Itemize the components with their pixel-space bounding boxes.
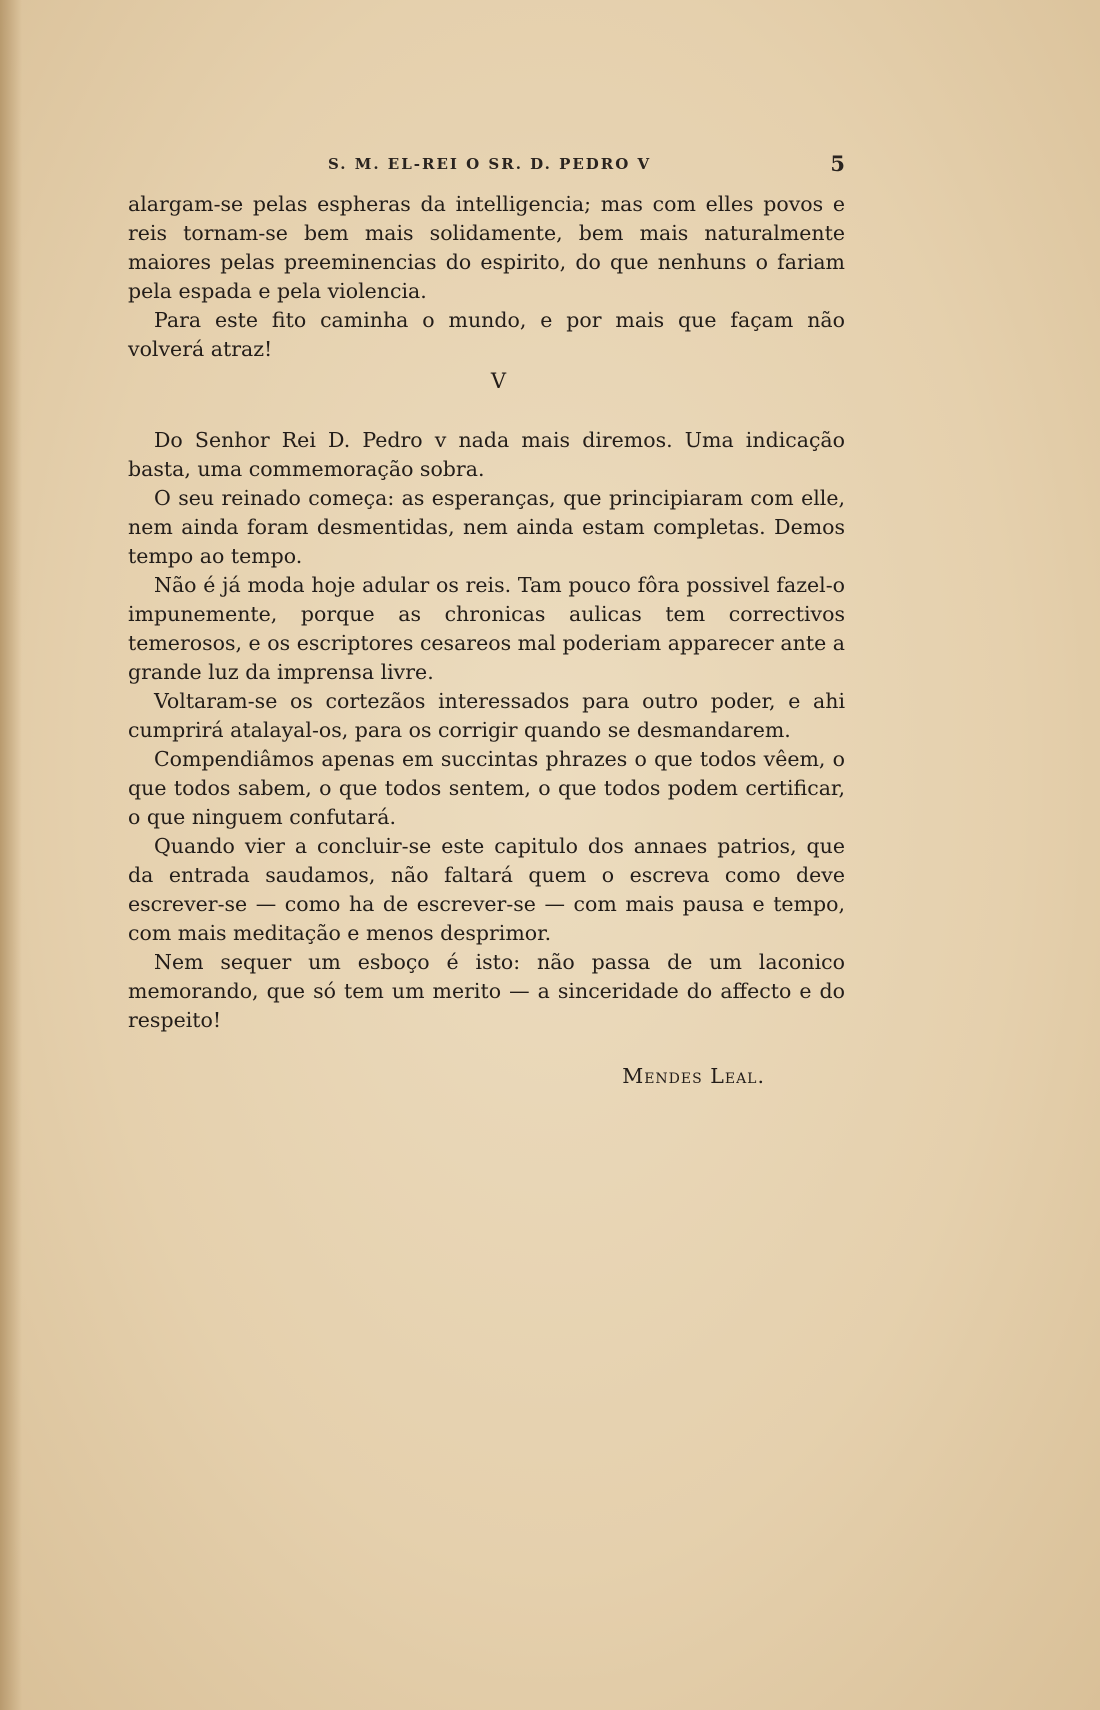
paragraph: alargam-se pelas espheras da intelligencia; mas com elles povos e reis tornam-se bem mais solidamente, bem mais naturalmente maiores pelas preeminencias do espirito, do que nenhuns o fariam pela espada e pela violencia. — [128, 192, 845, 303]
paragraph: O seu reinado começa: as esperanças, que principiaram com elle, nem ainda foram desmentidas, nem ainda estam completas. Demos tempo ao tempo. — [128, 486, 845, 568]
page-number: 5 — [830, 151, 845, 176]
paragraph: Quando vier a concluir-se este capitulo dos annaes patrios, que da entrada saudamos, não faltará quem o escreva como deve escrever-se — como ha de escrever-se — com mais pausa e tempo, com mais meditação e menos desprimor. — [128, 834, 845, 945]
page-edge-shadow — [0, 0, 22, 1710]
running-title: S. M. EL-REI O SR. D. PEDRO V — [328, 155, 652, 173]
paragraph: Do Senhor Rei D. Pedro v nada mais diremos. Uma indicação basta, uma commemoração sobra. — [128, 428, 845, 481]
section-number: V — [490, 369, 507, 393]
paragraph: Não é já moda hoje adular os reis. Tam pouco fôra possivel fazel-o impunemente, porque as chronicas aulicas tem correctivos temerosos, e os escriptores cesareos mal poderiam apparecer ante a grande luz da imprensa livre. — [128, 573, 845, 684]
author-signature: Mendes Leal. — [622, 1064, 765, 1088]
paragraph: Para este fito caminha o mundo, e por mais que façam não volverá atraz! — [128, 308, 845, 361]
paragraph: Compendiâmos apenas em succintas phrazes o que todos vêem, o que todos sabem, o que todos sentem, o que todos podem certificar, o que ninguem confutará. — [128, 747, 845, 829]
page-header — [128, 151, 845, 181]
paragraph: Voltaram-se os cortezãos interessados para outro poder, e ahi cumprirá atalayal-os, para os corrigir quando se desmandarem. — [128, 689, 845, 742]
body-text — [128, 190, 845, 1091]
paragraph: Nem sequer um esboço é isto: não passa de um laconico memorando, que só tem um merito — a sinceridade do affecto e do respeito! — [128, 950, 845, 1032]
